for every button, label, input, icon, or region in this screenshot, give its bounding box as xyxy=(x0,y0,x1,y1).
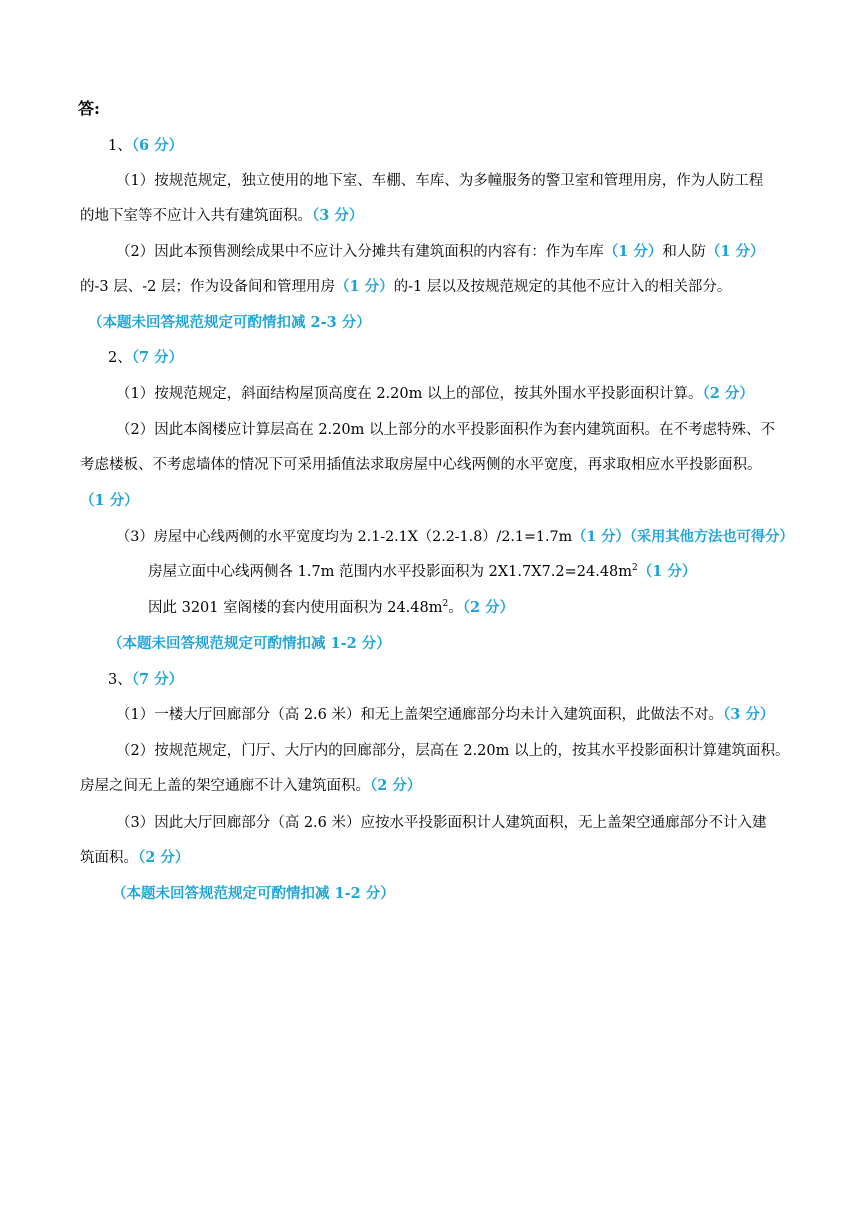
q2-p2-score: （1 分） xyxy=(80,492,139,509)
q2-p3-text: （3）房屋中心线两侧的水平宽度均为 2.1-2.1X（2.2-1.8）/2.1=1.7m xyxy=(116,529,573,545)
q2-p5-score: （2 分） xyxy=(462,599,515,616)
q1-note: （本题未回答规范规定可酌情扣减 2-3 分） xyxy=(88,314,371,331)
q1-p1-line2 xyxy=(80,206,363,226)
q2-p2-line2: 考虑楼板、不考虑墙体的情况下可采用插值法求取房屋中心线两侧的水平宽度，再求取相应水平投影面积。 xyxy=(80,457,762,473)
q2-p5-text: 因此 3201 室阁楼的套内使用面积为 24.48m xyxy=(148,600,443,616)
q2-p5-line xyxy=(148,598,514,618)
answer-heading: 答: xyxy=(78,99,100,118)
q3-p1-line xyxy=(116,705,774,725)
q2-p5-end: 。 xyxy=(448,600,463,616)
q1-p1-text: 的地下室等不应计入共有建筑面积。 xyxy=(80,208,312,224)
q2-header xyxy=(108,348,183,368)
q2-p3-alt-note: （采用其他方法也可得分） xyxy=(629,529,794,545)
q2-p4-line xyxy=(148,562,696,582)
q1-p2-score-b: （1 分） xyxy=(705,243,765,260)
q2-p2-line1: （2）因此本阁楼应计算层高在 2.20m 以上部分的水平投影面积作为套内建筑面积。在不考虑特殊、不 xyxy=(116,422,775,438)
q3-header xyxy=(108,670,183,690)
q3-p2-line1: （2）按规范规定，门厅、大厅内的回廊部分，层高在 2.20m 以上的，按其水平投影面积计算建筑面积。 xyxy=(116,743,790,759)
q3-p3-score: （2 分） xyxy=(138,849,190,866)
q3-p2-line2 xyxy=(80,776,421,796)
q1-p2-text-a: （2）因此本预售测绘成果中不应计入分摊共有建筑面积的内容有：作为车库 xyxy=(116,244,604,260)
q3-p2-score: （2 分） xyxy=(370,777,422,794)
q2-note: （本题未回答规范规定可酌情扣减 1-2 分） xyxy=(108,635,391,652)
q3-p2-text: 房屋之间无上盖的架空通廊不计入建筑面积。 xyxy=(80,778,370,794)
q1-p2-score-a: （1 分） xyxy=(603,243,663,260)
q3-p1-text: （1）一楼大厅回廊部分（高 2.6 米）和无上盖架空通廊部分均未计入建筑面积，此做法不对。 xyxy=(116,707,723,723)
q2-p1-score: （2 分） xyxy=(702,385,754,402)
q2-p1-text: （1）按规范规定，斜面结构屋顶高度在 2.20m 以上的部位，按其外围水平投影面积计算。 xyxy=(116,386,703,402)
q2-p5-sup: 2 xyxy=(442,599,449,610)
q2-p4-score: （1 分） xyxy=(637,563,697,580)
q1-score: （6 分） xyxy=(131,137,184,154)
q3-p1-score: （3 分） xyxy=(723,706,775,723)
q1-p2-score-c: （1 分） xyxy=(334,278,394,295)
q1-p2-text-d: 的-1 层以及按规范规定的其他不应计入的相关部分。 xyxy=(393,279,732,295)
q2-p4-sup: 2 xyxy=(632,563,638,574)
q2-score: （7 分） xyxy=(131,349,184,366)
q3-note: （本题未回答规范规定可酌情扣减 1-2 分） xyxy=(112,885,395,902)
q1-header xyxy=(108,136,183,156)
q3-number: 3、 xyxy=(108,672,132,688)
q2-p1-line xyxy=(116,384,754,404)
q2-p3-line xyxy=(116,527,794,547)
q1-p2-line2 xyxy=(80,277,731,297)
q1-p1-line1: （1）按规范规定，独立使用的地下室、车棚、车库、为多幢服务的警卫室和管理用房，作为人防工程 xyxy=(116,173,764,189)
q1-p2-line1 xyxy=(116,242,765,262)
q3-score: （7 分） xyxy=(131,671,184,688)
q3-p3-line1: （3）因此大厅回廊部分（高 2.6 米）应按水平投影面积计人建筑面积，无上盖架空通廊部分不计入建 xyxy=(116,815,767,831)
q2-p4-text: 房屋立面中心线两侧各 1.7m 范围内水平投影面积为 2X1.7X7.2=24.48m xyxy=(148,564,633,580)
q1-p1-score: （3 分） xyxy=(312,207,364,224)
q1-p2-text-b: 和人防 xyxy=(662,244,706,260)
q3-p3-text: 筑面积。 xyxy=(80,850,138,866)
q2-number: 2、 xyxy=(108,350,132,366)
q2-p3-score: （1 分） xyxy=(572,529,630,545)
q1-p2-text-c: 的-3 层、-2 层；作为设备间和管理用房 xyxy=(80,279,335,295)
q3-p3-line2 xyxy=(80,848,189,868)
q1-number: 1、 xyxy=(108,138,132,154)
